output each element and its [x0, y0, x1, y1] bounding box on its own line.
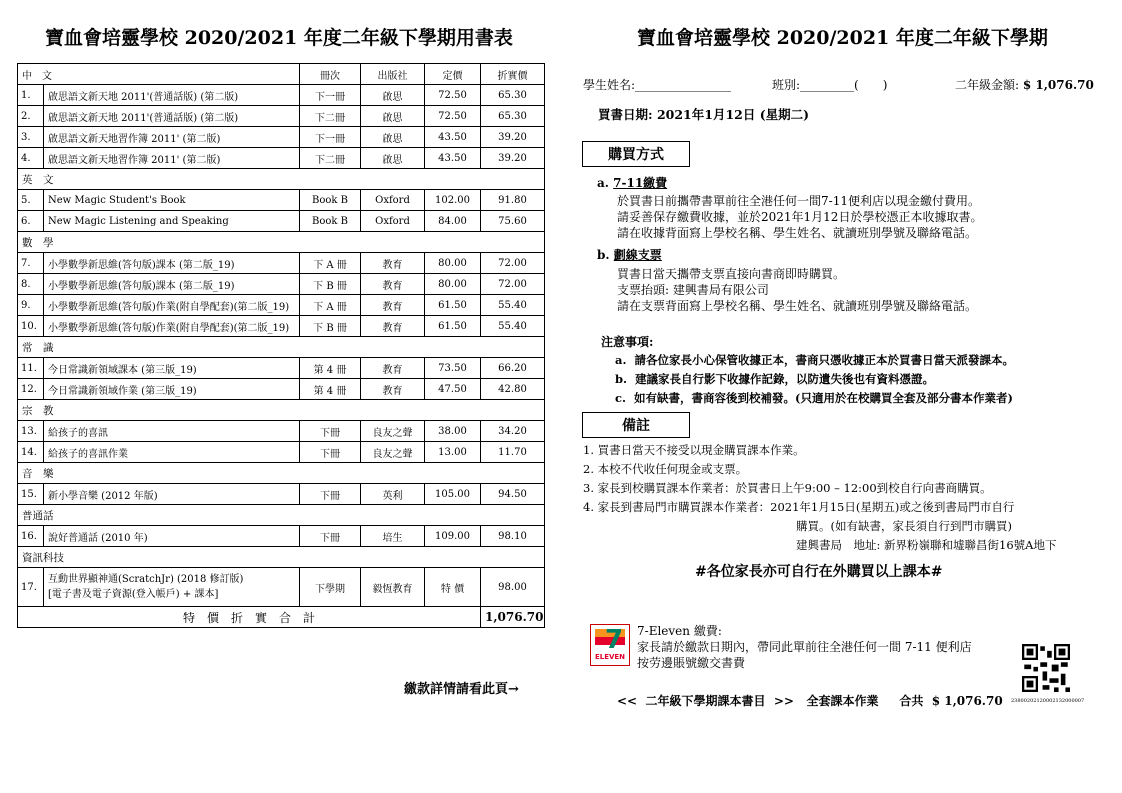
qr-code-icon	[1022, 644, 1070, 692]
book-volume: 下二冊	[300, 148, 361, 169]
book-price: 特 價	[425, 568, 481, 607]
book-discount-price: 11.70	[481, 442, 545, 463]
notice-mark: a.	[615, 353, 627, 367]
book-discount-price: 75.60	[481, 211, 545, 232]
option-a-line: 請妥善保存繳費收據，並於2021年1月12日於學校憑正本收據取書。	[617, 210, 983, 224]
table-row	[18, 526, 545, 547]
book-publisher: 毅恆教育	[361, 568, 425, 607]
book-volume: 下冊	[300, 442, 361, 463]
notice-item	[615, 351, 1014, 370]
category-label: 資訊科技	[18, 547, 545, 568]
total-row	[18, 607, 545, 628]
category-label: 音 樂	[18, 463, 545, 484]
book-publisher: 啟思	[361, 106, 425, 127]
book-name: 給孩子的喜訊	[44, 421, 300, 442]
book-price: 13.00	[425, 442, 481, 463]
book-discount-price: 72.00	[481, 274, 545, 295]
table-row	[18, 211, 545, 232]
book-volume: 下 B 冊	[300, 316, 361, 337]
category-row	[18, 169, 545, 190]
seven-eleven-logo: 7 ELEVEN	[590, 624, 630, 666]
grade-amount-label: 二年級金額:	[955, 78, 1020, 92]
book-discount-price: 55.40	[481, 295, 545, 316]
book-discount-price: 72.00	[481, 253, 545, 274]
category-row	[18, 232, 545, 253]
book-publisher: 教育	[361, 295, 425, 316]
notice-title: 注意事項:	[601, 335, 654, 349]
option-b-label: b.	[597, 248, 614, 262]
row-number: 8.	[18, 274, 44, 295]
notice-text: 如有缺書，書商容後到校補發。(只適用於在校購買全套及部分書本作業者)	[634, 391, 1013, 405]
book-publisher: 啟思	[361, 148, 425, 169]
book-price: 109.00	[425, 526, 481, 547]
table-row	[18, 148, 545, 169]
row-number: 14.	[18, 442, 44, 463]
payment-details-note: 繳款詳情請看此頁→	[404, 682, 519, 697]
book-publisher: 啟思	[361, 127, 425, 148]
notice-item	[615, 389, 1014, 408]
book-name-line: 互動世界顯神通(ScratchJr) (2018 修訂版)	[48, 574, 244, 585]
header-volume: 冊次	[300, 64, 361, 85]
book-price: 43.50	[425, 148, 481, 169]
bottom-summary: << 二年級下學期課本書目 >> 全套課本作業 合共 $ 1,076.70	[617, 694, 1003, 708]
total-label: 特 價 折 實 合 計	[18, 607, 481, 628]
option-a-line: 請在收據背面寫上學校名稱、學生姓名、就讀班別學號及聯絡電話。	[617, 226, 978, 240]
book-price: 61.50	[425, 316, 481, 337]
option-a-title	[597, 174, 667, 191]
option-b-title	[597, 246, 662, 263]
book-publisher: 啟思	[361, 85, 425, 106]
table-row	[18, 379, 545, 400]
book-discount-price: 39.20	[481, 127, 545, 148]
option-b-lines	[617, 266, 977, 314]
row-number: 2.	[18, 106, 44, 127]
book-name: 今日常識新領域課本 (第三版_19)	[44, 358, 300, 379]
book-volume: 下冊	[300, 421, 361, 442]
book-discount-price: 98.00	[481, 568, 545, 607]
remark-item: 4. 家長到書局門市購買課本作業者：2021年1月15日(星期五)或之後到書局門市自行	[583, 500, 1015, 514]
book-name: New Magic Listening and Speaking	[44, 211, 300, 232]
purchase-method-box: 購買方式	[582, 141, 690, 167]
book-publisher: 教育	[361, 274, 425, 295]
grade-amount-value: $ 1,076.70	[1022, 78, 1094, 92]
row-number: 6.	[18, 211, 44, 232]
book-price: 105.00	[425, 484, 481, 505]
book-publisher: Oxford	[361, 190, 425, 211]
total-value: 1,076.70	[481, 607, 545, 628]
book-publisher: 教育	[361, 253, 425, 274]
table-row	[18, 127, 545, 148]
book-discount-price: 65.30	[481, 85, 545, 106]
book-list-table	[17, 63, 545, 628]
option-a-heading: 7-11繳費	[613, 176, 668, 190]
book-publisher: 教育	[361, 316, 425, 337]
option-b-line: 請在支票背面寫上學校名稱、學生姓名、就讀班別學號及聯絡電話。	[617, 299, 978, 313]
category-row	[18, 400, 545, 421]
book-volume: 下 B 冊	[300, 274, 361, 295]
row-number: 4.	[18, 148, 44, 169]
book-price: 80.00	[425, 253, 481, 274]
book-price: 84.00	[425, 211, 481, 232]
book-name-line: [電子書及電子資源(登入帳戶) + 課本]	[48, 589, 219, 600]
book-publisher: 英利	[361, 484, 425, 505]
seven-eleven-line: 家長請於繳款日期內，帶同此單前往全港任何一間 7-11 便利店	[637, 640, 972, 654]
seven-eleven-info	[637, 623, 972, 671]
category-row	[18, 337, 545, 358]
header-price: 定價	[425, 64, 481, 85]
book-publisher: 良友之聲	[361, 421, 425, 442]
header-publisher: 出版社	[361, 64, 425, 85]
table-row	[18, 484, 545, 505]
grade-amount	[955, 76, 1094, 93]
option-a-label: a.	[597, 176, 614, 190]
book-name: 小學數學新思維(答句版)作業(附自學配套)(第二版_19)	[44, 316, 300, 337]
table-row	[18, 358, 545, 379]
remark-item: 1. 買書日當天不接受以現金購買課本作業。	[583, 443, 805, 457]
left-title: 寶血會培靈學校 2020/2021 年度二年級下學期用書表	[45, 27, 513, 49]
option-a-line: 於買書日前攜帶書單前往全港任何一間7-11便利店以現金繳付費用。	[617, 194, 980, 208]
seven-eleven-line: 按劳邊賬號繳交書費	[637, 656, 746, 670]
book-name: 啟思語文新天地習作簿 2011' (第二版)	[44, 127, 300, 148]
book-volume: 下一冊	[300, 85, 361, 106]
option-b-line: 買書日當天攜帶支票直接向書商即時購買。	[617, 267, 846, 281]
book-volume: 下 A 冊	[300, 253, 361, 274]
book-discount-price: 55.40	[481, 316, 545, 337]
notice-item	[615, 370, 1014, 389]
remarks-list	[583, 441, 1056, 555]
book-price: 72.50	[425, 106, 481, 127]
book-discount-price: 39.20	[481, 148, 545, 169]
book-price: 73.50	[425, 358, 481, 379]
table-row	[18, 568, 545, 607]
remark-item: 3. 家長到校購買課本作業者：於買書日上午9:00 – 12:00到校自行向書商購買。	[583, 481, 992, 495]
barcode-number: 23800202120002132000007	[1011, 698, 1085, 704]
book-discount-price: 66.20	[481, 358, 545, 379]
book-name: 給孩子的喜訊作業	[44, 442, 300, 463]
book-discount-price: 94.50	[481, 484, 545, 505]
right-title: 寶血會培靈學校 2020/2021 年度二年級下學期	[637, 27, 1048, 49]
outside-purchase-note: #各位家長亦可自行在外購買以上課本#	[695, 564, 943, 580]
book-volume: 下 A 冊	[300, 295, 361, 316]
book-publisher: 教育	[361, 379, 425, 400]
category-label: 數 學	[18, 232, 545, 253]
book-discount-price: 34.20	[481, 421, 545, 442]
book-name: 說好普通話 (2010 年)	[44, 526, 300, 547]
row-number: 5.	[18, 190, 44, 211]
book-price: 43.50	[425, 127, 481, 148]
table-row	[18, 316, 545, 337]
table-row	[18, 190, 545, 211]
category-row	[18, 505, 545, 526]
book-discount-price: 65.30	[481, 106, 545, 127]
table-row	[18, 295, 545, 316]
remarks-box: 備註	[582, 412, 690, 438]
table-row	[18, 274, 545, 295]
row-number: 15.	[18, 484, 44, 505]
notice-mark: b.	[615, 372, 628, 386]
category-label: 宗 教	[18, 400, 545, 421]
book-volume: 下學期	[300, 568, 361, 607]
book-discount-price: 91.80	[481, 190, 545, 211]
book-price: 102.00	[425, 190, 481, 211]
seven-eleven-logo-text: ELEVEN	[594, 653, 626, 661]
book-name: 啟思語文新天地 2011'(普通話版) (第二版)	[44, 85, 300, 106]
book-price: 61.50	[425, 295, 481, 316]
book-volume: Book B	[300, 190, 361, 211]
book-name: 啟思語文新天地習作簿 2011' (第二版)	[44, 148, 300, 169]
book-volume: 下冊	[300, 484, 361, 505]
book-volume: 下冊	[300, 526, 361, 547]
header-discount: 折實價	[481, 64, 545, 85]
row-number: 16.	[18, 526, 44, 547]
notice-mark: c.	[615, 391, 627, 405]
row-number: 3.	[18, 127, 44, 148]
book-discount-price: 98.10	[481, 526, 545, 547]
table-row	[18, 421, 545, 442]
category-label: 常 識	[18, 337, 545, 358]
book-publisher: Oxford	[361, 211, 425, 232]
table-row	[18, 253, 545, 274]
remark-item: 購買。(如有缺書，家長須自行到門市購買)	[796, 519, 1012, 533]
table-row	[18, 442, 545, 463]
book-publisher: 良友之聲	[361, 442, 425, 463]
notice-list	[615, 351, 1014, 408]
option-a-lines	[617, 193, 982, 241]
book-name: 小學數學新思維(答句版)作業(附自學配套)(第二版_19)	[44, 295, 300, 316]
book-publisher: 培生	[361, 526, 425, 547]
book-volume: 下二冊	[300, 106, 361, 127]
book-price: 80.00	[425, 274, 481, 295]
book-price: 47.50	[425, 379, 481, 400]
book-name: 今日常識新領域作業 (第三版_19)	[44, 379, 300, 400]
row-number: 13.	[18, 421, 44, 442]
option-b-heading: 劃線支票	[613, 248, 662, 262]
book-publisher: 教育	[361, 358, 425, 379]
book-name: 小學數學新思維(答句版)課本 (第二版_19)	[44, 253, 300, 274]
row-number: 1.	[18, 85, 44, 106]
seven-eleven-title: 7-Eleven 繳費:	[637, 624, 722, 638]
row-number: 10.	[18, 316, 44, 337]
notice-text: 請各位家長小心保管收據正本，書商只憑收據正本於買書日當天派發課本。	[634, 353, 1014, 367]
purchase-date: 買書日期: 2021年1月12日 (星期二)	[598, 107, 810, 122]
class-field: 班別:_________( )	[772, 78, 888, 92]
book-price: 72.50	[425, 85, 481, 106]
option-b-line: 支票抬頭: 建興書局有限公司	[617, 283, 769, 297]
table-header-row	[18, 64, 545, 85]
book-name: 新小學音樂 (2012 年版)	[44, 484, 300, 505]
category-label: 英 文	[18, 169, 545, 190]
book-name: New Magic Student's Book	[44, 190, 300, 211]
row-number: 9.	[18, 295, 44, 316]
book-volume: 第 4 冊	[300, 379, 361, 400]
category-row	[18, 463, 545, 484]
table-row	[18, 85, 545, 106]
notice-text: 建議家長自行影下收據作記錄，以防遺失後也有資料憑證。	[635, 372, 935, 386]
category-row	[18, 547, 545, 568]
student-name-field: 學生姓名:________________	[583, 78, 732, 92]
book-volume: 下一冊	[300, 127, 361, 148]
remark-item: 2. 本校不代收任何現金或支票。	[583, 462, 748, 476]
book-volume: 第 4 冊	[300, 358, 361, 379]
book-name: 小學數學新思維(答句版)課本 (第二版_19)	[44, 274, 300, 295]
row-number: 7.	[18, 253, 44, 274]
header-subject: 中 文	[18, 64, 300, 85]
category-label: 普通話	[18, 505, 545, 526]
book-name: 啟思語文新天地 2011'(普通話版) (第二版)	[44, 106, 300, 127]
book-price: 38.00	[425, 421, 481, 442]
table-row	[18, 106, 545, 127]
row-number: 17.	[18, 568, 44, 607]
book-volume: Book B	[300, 211, 361, 232]
row-number: 11.	[18, 358, 44, 379]
book-discount-price: 42.80	[481, 379, 545, 400]
remark-item: 建興書局 地址: 新界粉嶺聯和墟聯昌街16號A地下	[796, 538, 1057, 552]
row-number: 12.	[18, 379, 44, 400]
book-name	[44, 568, 300, 607]
